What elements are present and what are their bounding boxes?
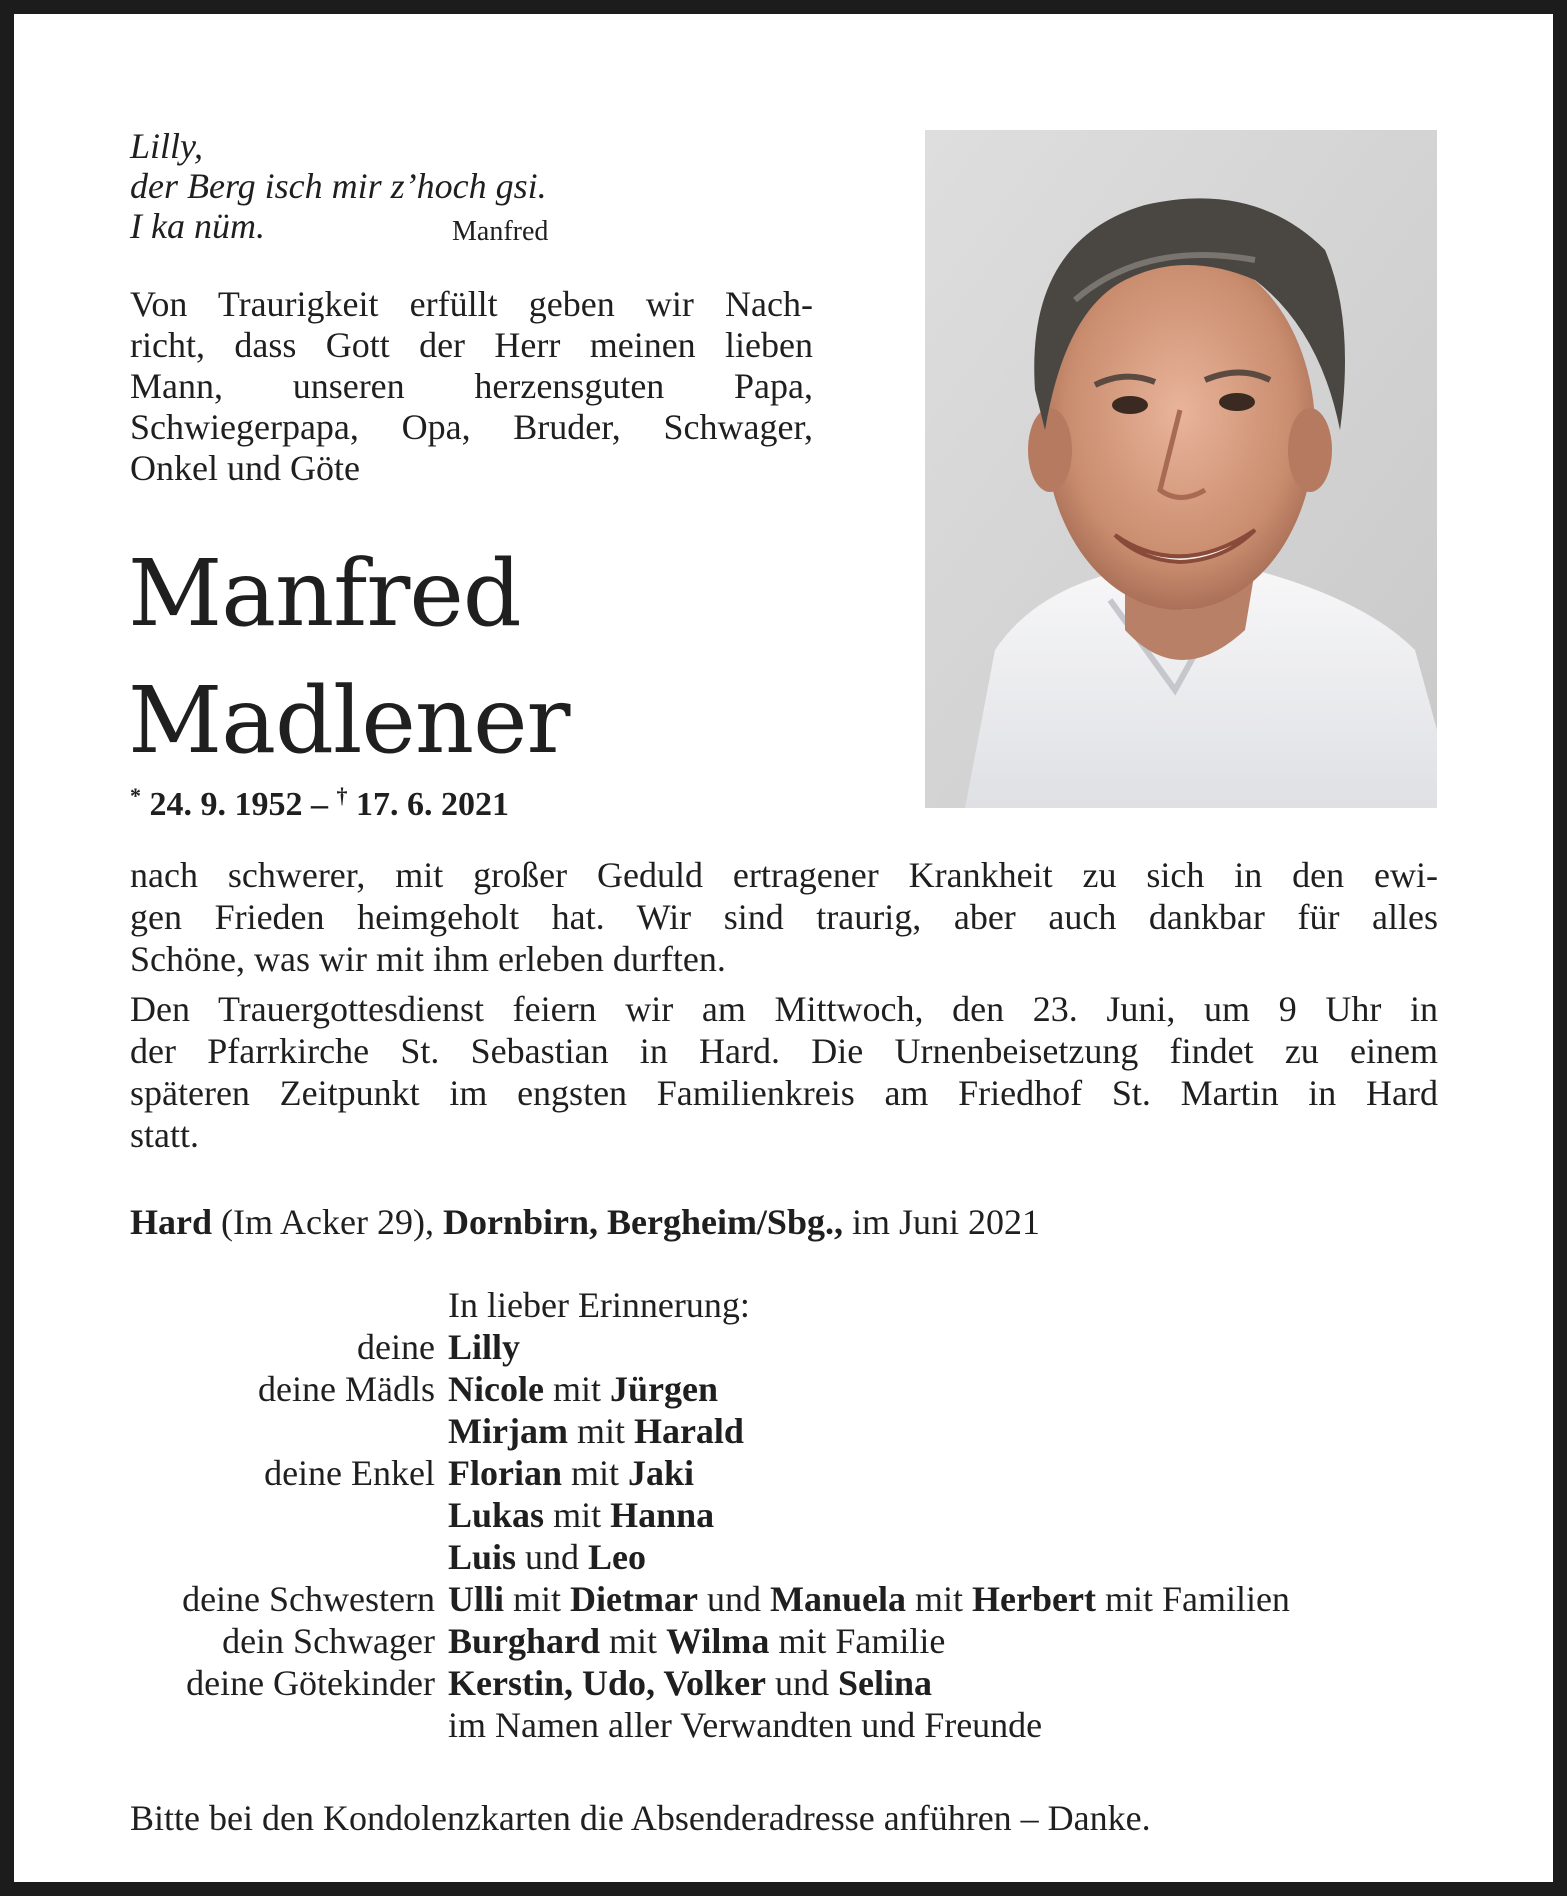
intro-text [130, 284, 813, 489]
motto-line: Lilly, [130, 126, 204, 166]
mourner-row [130, 1578, 1450, 1620]
birth-date: 24. 9. 1952 [149, 786, 303, 823]
mourner-name: Florian [448, 1453, 562, 1493]
mourner-names [435, 1536, 646, 1578]
mourner-row [130, 1662, 1450, 1704]
body-line: Schöne, was wir mit ihm erleben durften. [130, 939, 726, 979]
mourner-name: Wilma [666, 1621, 770, 1661]
mourner-relation: deine Schwestern [182, 1579, 435, 1619]
body-line: nach schwerer, mit großer Geduld ertragener Krankheit zu sich in den ewi- [130, 855, 1438, 895]
mourner-name: Jürgen [609, 1369, 718, 1409]
mourner-relation [130, 1410, 435, 1452]
mourner-row [130, 1410, 1450, 1452]
intro-line: Onkel und Göte [130, 448, 360, 488]
deceased-name [128, 530, 570, 784]
mourner-connector: mit [562, 1453, 629, 1493]
mourner-relation: deine Enkel [264, 1453, 435, 1493]
mourner-name: Harald [633, 1411, 744, 1451]
place-date: im Juni 2021 [842, 1202, 1040, 1242]
mourner-relation: deine [357, 1327, 435, 1367]
portrait-photo [925, 130, 1437, 808]
mourner-rows [130, 1326, 1450, 1746]
mourner-name: Burghard [448, 1621, 601, 1661]
mourners-heading: In lieber Erinnerung: [448, 1285, 750, 1325]
place-town: Hard [130, 1202, 213, 1242]
mourner-row [130, 1494, 1450, 1536]
motto-line: der Berg isch mir z’hoch gsi. [130, 166, 547, 206]
mourner-row [130, 1704, 1450, 1746]
intro-line: richt, dass Gott der Herr meinen lieben [130, 325, 813, 365]
mourner-relation [130, 1704, 435, 1746]
mourner-connector: im Namen aller Verwandten und Freunde [448, 1705, 1043, 1745]
mourner-relation [130, 1494, 435, 1536]
death-date: 17. 6. 2021 [356, 786, 509, 823]
mourner-names [435, 1326, 520, 1368]
mourner-row [130, 1536, 1450, 1578]
mourner-row [130, 1368, 1450, 1410]
first-name: Manfred [128, 540, 521, 647]
mourner-row [130, 1620, 1450, 1662]
mourner-relation: deine Götekinder [186, 1663, 435, 1703]
intro-line: Von Traurigkeit erfüllt geben wir Nach- [130, 284, 813, 324]
mourner-name: Luis [448, 1537, 517, 1577]
mourner-name: Manuela [769, 1579, 906, 1619]
mourner-names [435, 1452, 694, 1494]
paragraph-gap [130, 980, 1438, 988]
mourner-name: Lukas [448, 1495, 545, 1535]
mourners-list [130, 1284, 1450, 1746]
mourner-connector: mit [567, 1411, 634, 1451]
mourner-connector: mit [543, 1369, 610, 1409]
mourner-name: Dietmar [570, 1579, 698, 1619]
motto-signature: Manfred [452, 216, 549, 247]
mourner-name: Mirjam [448, 1411, 568, 1451]
date-separator: – [311, 786, 328, 823]
body-line: späteren Zeitpunkt im engsten Familienkreis am Friedhof St. Martin in Hard [130, 1073, 1438, 1113]
mourner-connector: mit Familie [769, 1621, 946, 1661]
mourner-connector: und [697, 1579, 770, 1619]
body-line: statt. [130, 1115, 199, 1155]
mourner-connector: mit [504, 1579, 571, 1619]
mourner-connector: mit Familien [1095, 1579, 1290, 1619]
mourner-connector: und [516, 1537, 589, 1577]
mourner-relation [130, 1536, 435, 1578]
mourner-row [130, 1326, 1450, 1368]
mourner-names [435, 1704, 1042, 1746]
mourner-names [435, 1578, 1290, 1620]
mourner-names [435, 1494, 714, 1536]
footer-note: Bitte bei den Kondolenzkarten die Absenderadresse anführen – Danke. [130, 1798, 1151, 1838]
place-and-date [130, 1201, 1040, 1243]
death-symbol: † [336, 783, 348, 808]
mourner-name: Ulli [448, 1579, 505, 1619]
last-name: Madlener [128, 667, 570, 774]
mourner-name: Jaki [628, 1453, 695, 1493]
portrait-illustration [925, 130, 1437, 808]
place-towns: Dornbirn, Bergheim/Sbg., [442, 1202, 843, 1242]
motto-line: I ka nüm. [130, 206, 265, 246]
place-address: (Im Acker 29), [212, 1202, 443, 1242]
mourner-connector: mit [905, 1579, 972, 1619]
mourner-name: Kerstin, Udo, Volker [448, 1663, 767, 1703]
mourner-name: Lilly [448, 1327, 521, 1367]
mourner-connector: und [766, 1663, 839, 1703]
mourner-name: Herbert [972, 1579, 1096, 1619]
mourner-name: Leo [588, 1537, 647, 1577]
mourner-names [435, 1410, 744, 1452]
body-line: Den Trauergottesdienst feiern wir am Mittwoch, den 23. Juni, um 9 Uhr in [130, 989, 1438, 1029]
mourner-relation: deine Mädls [258, 1369, 435, 1409]
mourner-name: Hanna [610, 1495, 715, 1535]
mourner-connector: mit [600, 1621, 667, 1661]
mourner-row [130, 1452, 1450, 1494]
mourner-connector: mit [544, 1495, 611, 1535]
mourner-relation: dein Schwager [222, 1621, 435, 1661]
mourner-names [435, 1620, 945, 1662]
birth-symbol: * [130, 783, 141, 808]
intro-line: Mann, unseren herzensguten Papa, [130, 366, 813, 406]
mourner-name: Nicole [448, 1369, 544, 1409]
body-text [130, 854, 1438, 1156]
mourner-names [435, 1368, 718, 1410]
mourner-name: Selina [838, 1663, 933, 1703]
mourner-names [435, 1662, 932, 1704]
body-line: gen Frieden heimgeholt hat. Wir sind traurig, aber auch dankbar für alles [130, 897, 1438, 937]
intro-line: Schwiegerpapa, Opa, Bruder, Schwager, [130, 407, 813, 447]
body-line: der Pfarrkirche St. Sebastian in Hard. Die Urnenbeisetzung findet zu einem [130, 1031, 1438, 1071]
mourners-heading-row [130, 1284, 1450, 1326]
life-dates [130, 776, 509, 825]
